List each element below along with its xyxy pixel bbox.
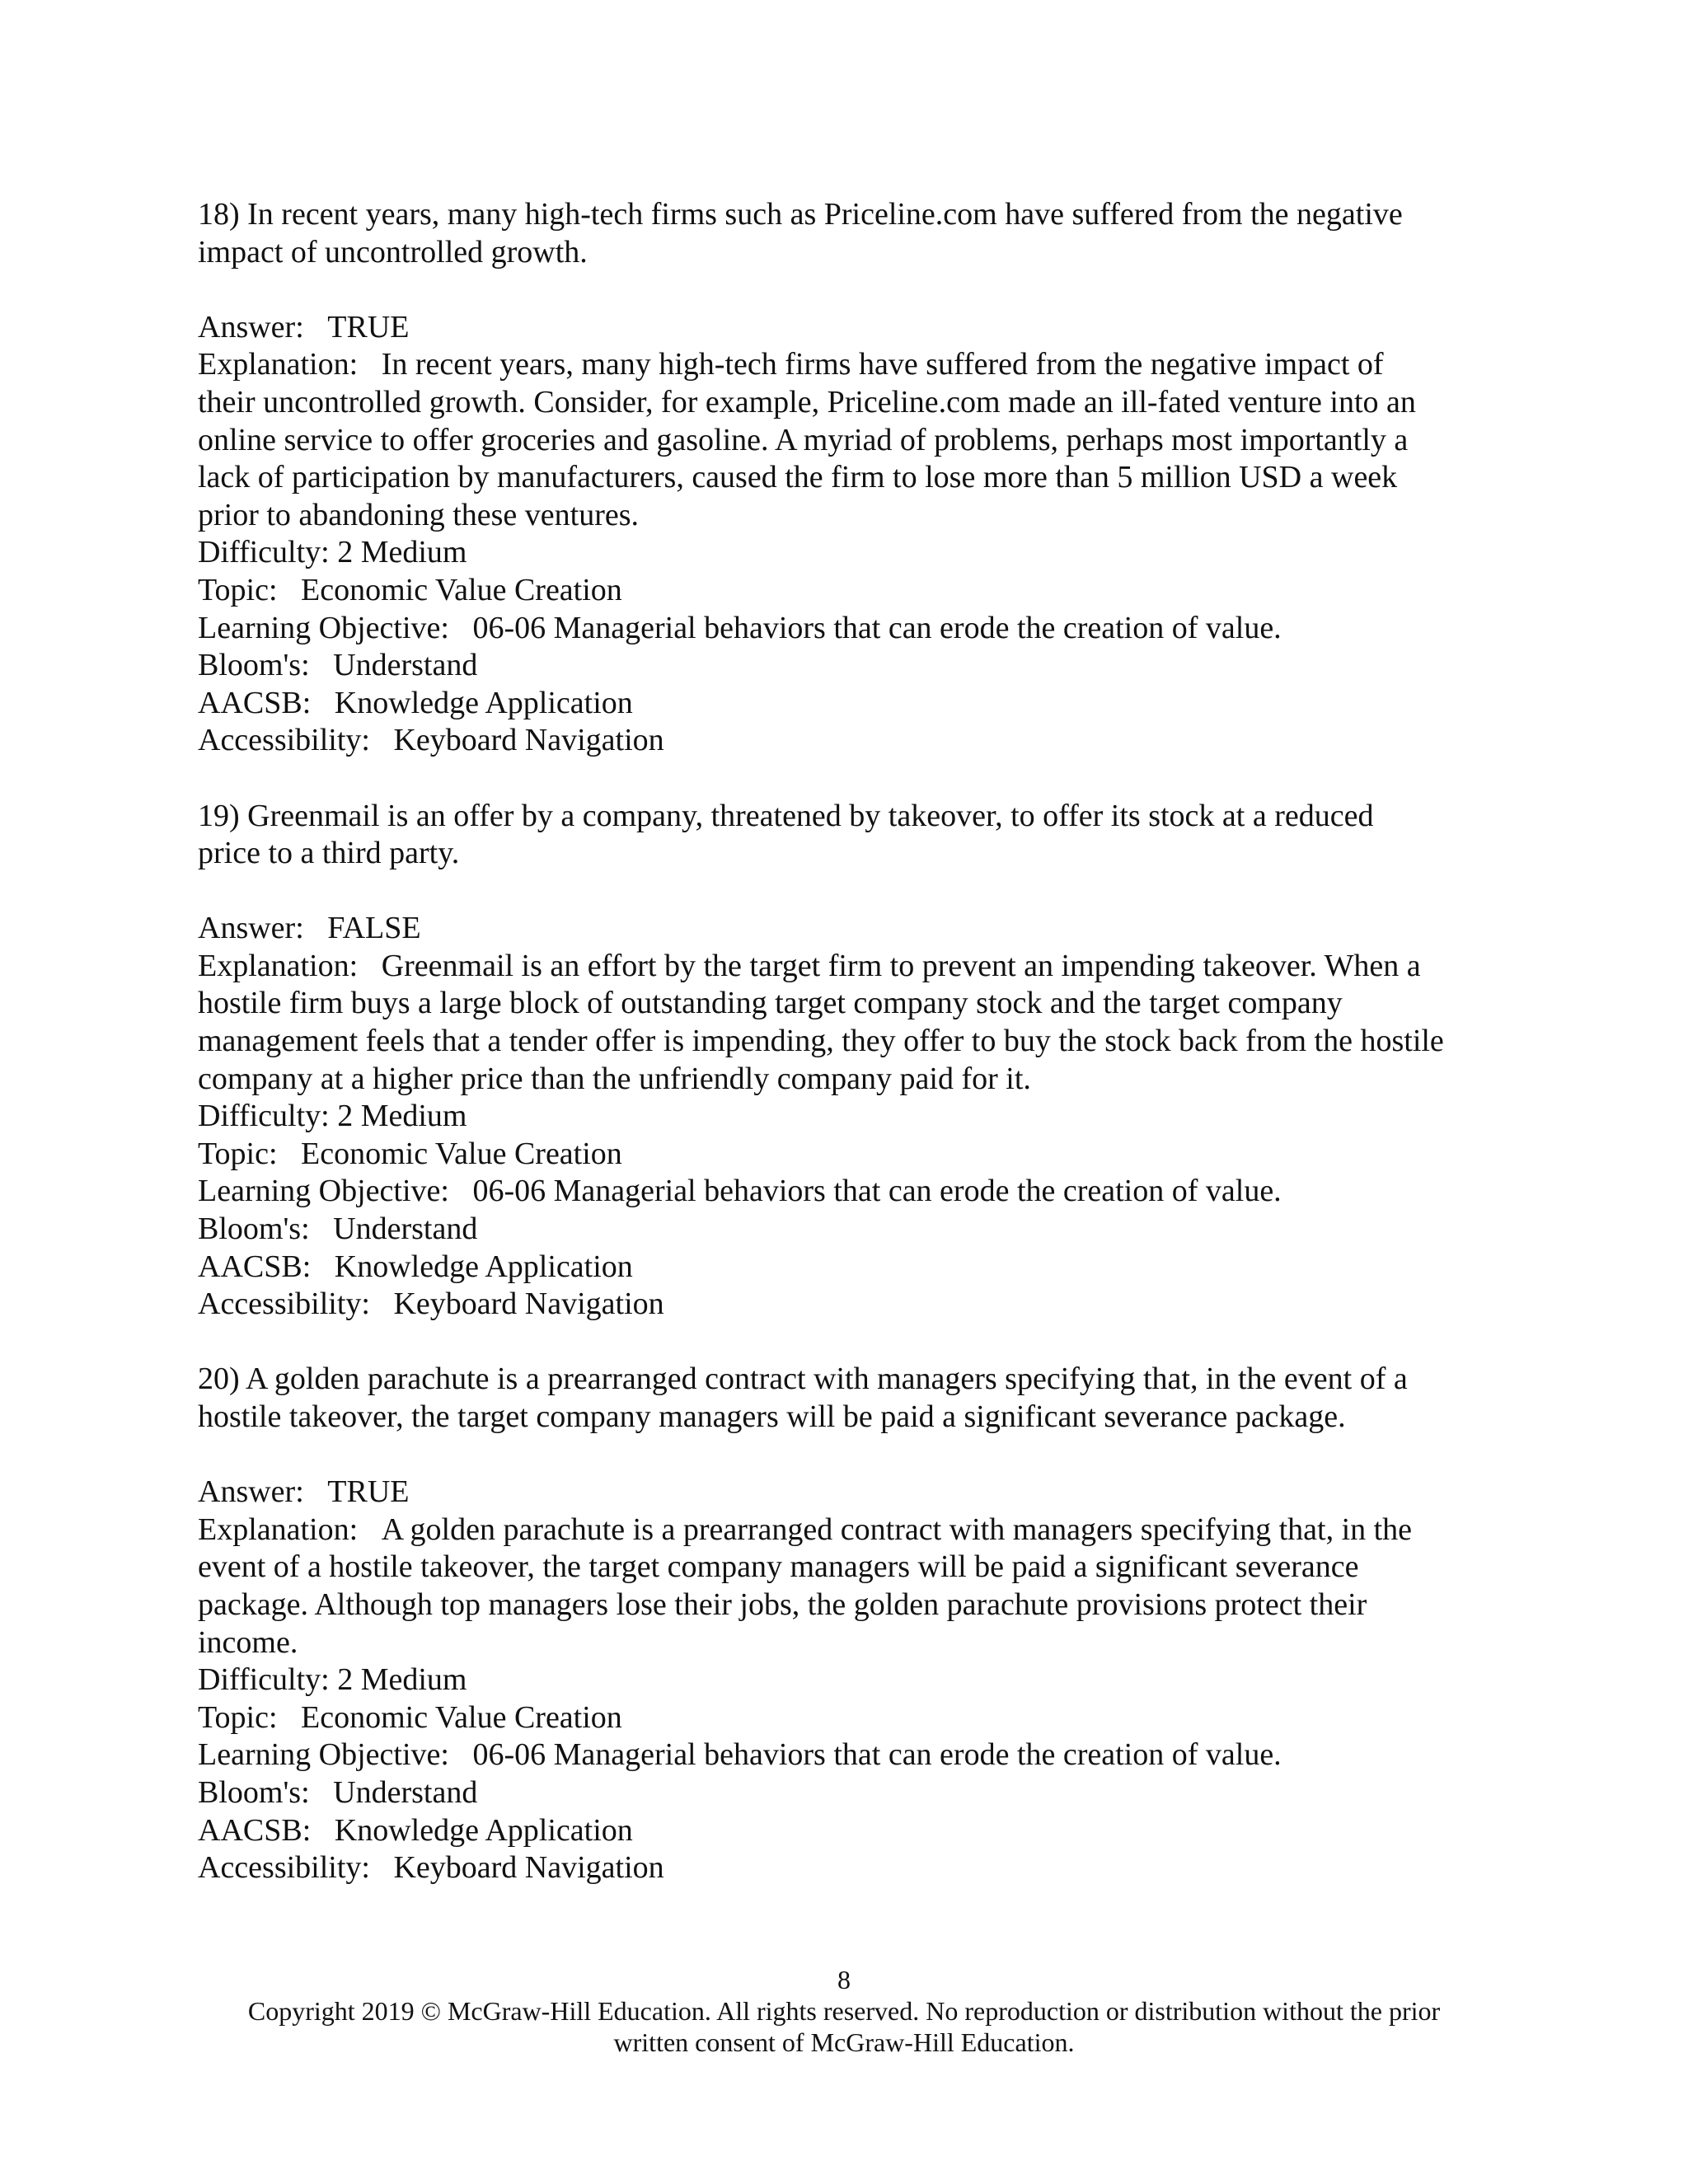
explanation-label: Explanation: [198, 1511, 359, 1547]
learning-objective-value: 06-06 Managerial behaviors that can erode the creation of value. [472, 1737, 1282, 1773]
blooms-value: Understand [333, 648, 478, 683]
spacer [198, 873, 1500, 911]
explanation-line: event of a hostile takeover, the target company managers will be paid a significant severance [198, 1549, 1359, 1585]
answer-line [198, 1474, 1500, 1511]
answer-line [198, 309, 1500, 347]
answer-label: Answer: [198, 911, 304, 946]
learning-objective-value: 06-06 Managerial behaviors that can erode the creation of value. [472, 610, 1282, 645]
answer-label: Answer: [198, 309, 304, 344]
aacsb-label: AACSB: [198, 1249, 312, 1284]
accessibility-value: Keyboard Navigation [393, 723, 664, 758]
spacer [198, 1324, 1500, 1361]
explanation-line: company at a higher price than the unfriendly company paid for it. [198, 1061, 1031, 1096]
explanation-text: Greenmail is an effort by the target firm to prevent an impending takeover. When a [381, 948, 1421, 983]
topic-label: Topic: [198, 1699, 278, 1735]
explanation-label: Explanation: [198, 948, 359, 983]
question-18 [198, 196, 1500, 760]
topic-value: Economic Value Creation [301, 572, 622, 607]
spacer [198, 271, 1500, 309]
topic-value: Economic Value Creation [301, 1699, 622, 1735]
question-stem-line: price to a third party. [198, 836, 460, 871]
aacsb-label: AACSB: [198, 685, 312, 720]
answer-line [198, 910, 1500, 948]
spacer [198, 1436, 1500, 1474]
learning-objective-line [198, 610, 1500, 648]
answer-label: Answer: [198, 1474, 304, 1510]
learning-objective-line [198, 1736, 1500, 1774]
topic-line [198, 572, 1500, 610]
question-stem-line: 18) In recent years, many high-tech firms such as Priceline.com have suffered from the negative [198, 197, 1403, 232]
aacsb-line [198, 1249, 1500, 1286]
topic-label: Topic: [198, 1136, 278, 1171]
aacsb-value: Knowledge Application [334, 685, 633, 720]
topic-value: Economic Value Creation [301, 1136, 622, 1171]
blooms-label: Bloom's: [198, 1774, 310, 1810]
blooms-label: Bloom's: [198, 1212, 310, 1247]
copyright-line: Copyright 2019 © McGraw-Hill Education. All rights reserved. No reproduction or distribution without the prior [247, 1996, 1441, 2026]
explanation-line: package. Although top managers lose their jobs, the golden parachute provisions protect their [198, 1586, 1367, 1622]
blooms-value: Understand [333, 1212, 478, 1247]
explanation-line: online service to offer groceries and gasoline. A myriad of problems, perhaps most importantly a [198, 422, 1409, 457]
question-stem-line: 19) Greenmail is an offer by a company, threatened by takeover, to offer its stock at a reduced [198, 798, 1374, 833]
explanation-line: prior to abandoning these ventures. [198, 497, 640, 532]
learning-objective-value: 06-06 Managerial behaviors that can erode the creation of value. [472, 1174, 1282, 1209]
explanation-line [198, 1511, 1500, 1549]
answer-value: FALSE [327, 911, 421, 946]
aacsb-line [198, 1812, 1500, 1850]
question-stem-line: 20) A golden parachute is a prearranged contract with managers specifying that, in the event of a [198, 1361, 1408, 1397]
answer-value: TRUE [327, 309, 410, 344]
explanation-text: In recent years, many high-tech firms have suffered from the negative impact of [381, 347, 1384, 382]
question-20 [198, 1361, 1500, 1886]
explanation-line: hostile firm buys a large block of outstanding target company stock and the target company [198, 986, 1343, 1021]
explanation-line [198, 346, 1500, 384]
learning-objective-label: Learning Objective: [198, 1737, 449, 1773]
accessibility-label: Accessibility: [198, 723, 370, 758]
topic-line [198, 1136, 1500, 1174]
spacer [198, 760, 1500, 798]
difficulty-line: Difficulty: 2 Medium [198, 1099, 467, 1134]
learning-objective-label: Learning Objective: [198, 1174, 449, 1209]
accessibility-line [198, 722, 1500, 760]
accessibility-value: Keyboard Navigation [393, 1286, 664, 1322]
question-19 [198, 798, 1500, 1324]
page-content [198, 196, 1500, 1887]
blooms-line [198, 647, 1500, 685]
accessibility-label: Accessibility: [198, 1286, 370, 1322]
learning-objective-line [198, 1173, 1500, 1211]
question-stem-line: impact of uncontrolled growth. [198, 234, 588, 269]
aacsb-value: Knowledge Application [334, 1249, 633, 1284]
explanation-line: management feels that a tender offer is impending, they offer to buy the stock back from the hostile [198, 1024, 1444, 1059]
aacsb-line [198, 685, 1500, 723]
difficulty-line: Difficulty: 2 Medium [198, 535, 467, 570]
explanation-line: their uncontrolled growth. Consider, for example, Priceline.com made an ill-fated venture into an [198, 384, 1416, 419]
aacsb-value: Knowledge Application [334, 1812, 633, 1848]
page-number: 8 [837, 1965, 851, 1994]
aacsb-label: AACSB: [198, 1812, 312, 1848]
topic-label: Topic: [198, 572, 278, 607]
explanation-line: lack of participation by manufacturers, caused the firm to lose more than 5 million USD a week [198, 460, 1398, 495]
question-stem-line: hostile takeover, the target company managers will be paid a significant severance package. [198, 1399, 1346, 1434]
explanation-line [198, 948, 1500, 986]
difficulty-line: Difficulty: 2 Medium [198, 1662, 467, 1698]
blooms-line [198, 1211, 1500, 1249]
page-footer [0, 1964, 1688, 2058]
blooms-label: Bloom's: [198, 648, 310, 683]
learning-objective-label: Learning Objective: [198, 610, 449, 645]
blooms-line [198, 1774, 1500, 1812]
accessibility-line [198, 1849, 1500, 1887]
accessibility-line [198, 1286, 1500, 1324]
accessibility-label: Accessibility: [198, 1850, 370, 1886]
explanation-label: Explanation: [198, 347, 359, 382]
topic-line [198, 1699, 1500, 1737]
copyright-line: written consent of McGraw-Hill Education. [613, 2027, 1075, 2057]
explanation-text: A golden parachute is a prearranged contract with managers specifying that, in the [381, 1511, 1413, 1547]
blooms-value: Understand [333, 1774, 478, 1810]
answer-value: TRUE [327, 1474, 410, 1510]
accessibility-value: Keyboard Navigation [393, 1850, 664, 1886]
explanation-line: income. [198, 1624, 298, 1660]
